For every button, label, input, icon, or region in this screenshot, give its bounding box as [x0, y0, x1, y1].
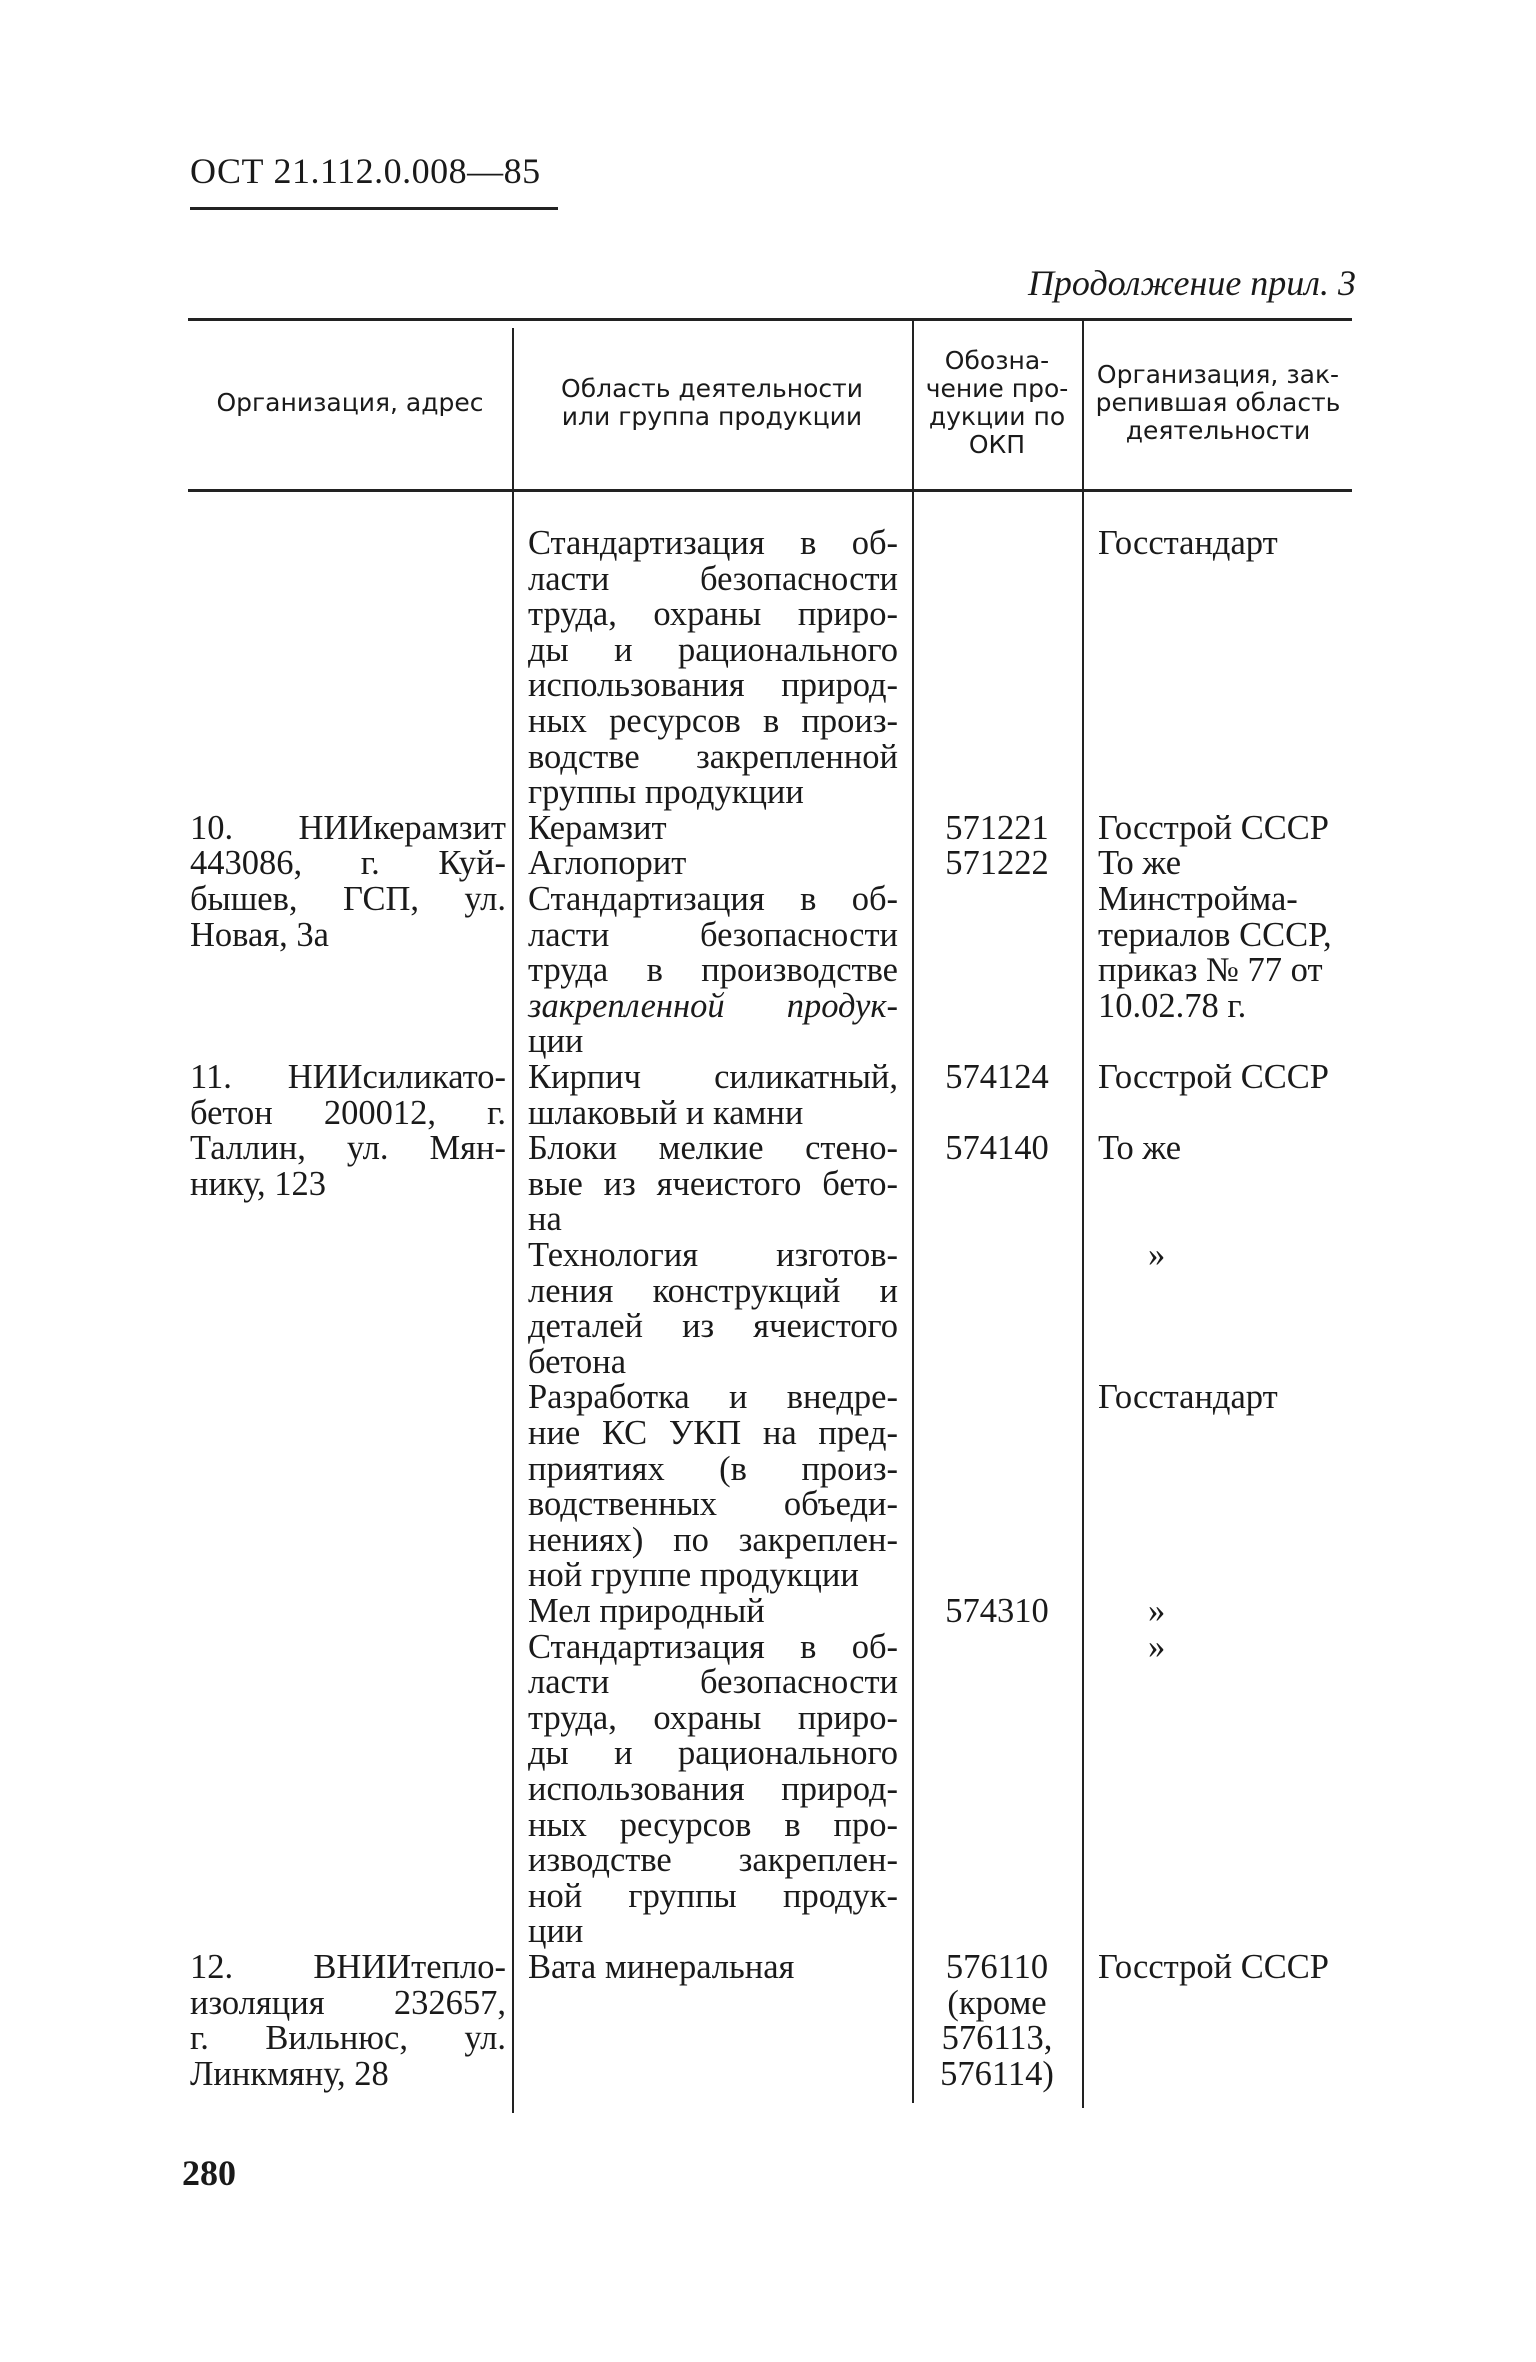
table-cell-activity: Мел природный — [528, 1592, 765, 1630]
table-cell-activity: изводстве закреплен- — [528, 1841, 898, 1880]
table-cell-okp: 571221 — [945, 808, 1049, 847]
table-cell-okp: 574140 — [945, 1129, 1049, 1168]
column-header-organization: Организация, адрес — [216, 388, 484, 417]
table-cell-org: Линкмяну, 28 — [190, 2054, 389, 2093]
table-cell-assigned: » — [1148, 1592, 1166, 1630]
header-line: Область деятельности — [561, 374, 863, 403]
table-cell-activity: шлаковый и камни — [528, 1093, 804, 1132]
table-cell-okp: 576114) — [940, 2054, 1054, 2093]
continuation-label: Продолжение прил. 3 — [1027, 263, 1356, 303]
table-cell-okp: 574124 — [945, 1058, 1049, 1096]
table-cell-activity: Кирпич силикатный, — [528, 1058, 898, 1096]
table-cell-activity: ной группы продук- — [528, 1876, 898, 1915]
table-cell-activity: ды и рационального — [528, 630, 898, 669]
column-header-activity — [514, 318, 910, 488]
document-code-underline — [190, 207, 558, 210]
table-cell-org: 10. НИИкерамзит — [190, 808, 506, 847]
header-line: Обозна- — [944, 346, 1050, 375]
table-cell-activity: Стандартизация в об- — [528, 524, 898, 562]
table-cell-assigned: То же — [1098, 844, 1182, 883]
table-cell-okp: 576110 — [945, 1948, 1049, 1986]
table-cell-activity: ды и рационального — [528, 1734, 898, 1773]
table-cell-org: 12. ВНИИтепло- — [190, 1948, 506, 1986]
table-cell-activity: Аглопорит — [528, 844, 687, 883]
table-cell-activity: Разработка и внедре- — [528, 1378, 898, 1417]
table-cell-activity: ние КС УКП на пред- — [528, 1414, 898, 1452]
table-cell-activity: водственных объеди- — [528, 1485, 898, 1524]
table-cell-activity: ласти безопасности — [528, 1663, 898, 1702]
table-cell-assigned: Минстройма- — [1098, 880, 1298, 918]
table-cell-activity: закрепленной продук- — [528, 986, 898, 1025]
table-cell-activity: ции — [528, 1912, 584, 1951]
table-cell-okp: 576113, — [941, 2019, 1053, 2058]
table-cell-activity: деталей из ячеистого — [528, 1307, 898, 1346]
table-cell-okp: (кроме — [947, 1983, 1047, 2022]
table-cell-activity: труда, охраны приро- — [528, 1698, 898, 1737]
column-divider-3 — [1082, 318, 1084, 2108]
table-cell-assigned: Госстрой СССР — [1098, 1948, 1329, 1986]
table-cell-activity: Стандартизация в об- — [528, 1627, 898, 1666]
table-cell-activity: ных ресурсов в произ- — [528, 702, 898, 740]
table-cell-assigned: териалов СССР, — [1098, 915, 1332, 954]
table-cell-activity: использования природ- — [528, 666, 898, 705]
table-cell-activity: Вата минеральная — [528, 1948, 795, 1986]
column-divider-1 — [512, 328, 514, 2113]
table-cell-org: нику, 123 — [190, 1164, 326, 1203]
table-cell-activity: на — [528, 1200, 562, 1239]
page-number: 280 — [182, 2153, 236, 2193]
column-header-assigned — [1084, 318, 1352, 488]
table-cell-org: изоляция 232657, — [190, 1983, 506, 2022]
table-cell-activity: ласти безопасности — [528, 915, 898, 954]
header-line: чение про- — [925, 374, 1069, 403]
table-cell-assigned: Госстрой СССР — [1098, 808, 1329, 847]
table-cell-org: Таллин, ул. Мян- — [190, 1129, 506, 1168]
table-cell-activity: использования природ- — [528, 1770, 898, 1808]
header-line: дукции по — [928, 402, 1066, 431]
table-cell-activity: вые из ячеистого бето- — [528, 1164, 898, 1203]
document-code: ОСТ 21.112.0.008—85 — [190, 151, 541, 191]
table-cell-activity: приятиях (в произ- — [528, 1449, 898, 1488]
table-cell-activity: нениях) по закреплен- — [528, 1520, 898, 1559]
table-cell-org: 443086, г. Куй- — [190, 844, 506, 883]
table-cell-activity: Керамзит — [528, 808, 667, 847]
table-cell-assigned: Госстандарт — [1098, 1378, 1278, 1417]
table-cell-assigned: Госстандарт — [1098, 524, 1278, 562]
table-cell-activity: Стандартизация в об- — [528, 880, 898, 918]
table-cell-okp: 574310 — [945, 1592, 1049, 1630]
header-line: или группа продукции — [561, 402, 863, 431]
table-cell-org: г. Вильнюс, ул. — [190, 2019, 506, 2058]
header-line: деятельности — [1125, 416, 1311, 445]
table-cell-assigned: приказ № 77 от — [1098, 951, 1323, 990]
table-cell-activity: бетона — [528, 1342, 627, 1381]
table-cell-activity: водстве закрепленной — [528, 737, 898, 776]
header-line: репившая область — [1095, 388, 1341, 417]
table-cell-activity: Блоки мелкие стено- — [528, 1129, 898, 1168]
table-cell-assigned: То же — [1098, 1129, 1182, 1168]
table-cell-assigned: 10.02.78 г. — [1098, 986, 1247, 1025]
header-line: Организация, зак- — [1096, 360, 1340, 389]
table-cell-assigned: » — [1148, 1236, 1166, 1274]
table-cell-activity: Технология изготов- — [528, 1236, 898, 1274]
table-cell-activity: ции — [528, 1022, 584, 1061]
table-cell-activity: ных ресурсов в про- — [528, 1805, 898, 1844]
table-cell-activity: ления конструкций и — [528, 1271, 898, 1310]
table-cell-org: бышев, ГСП, ул. — [190, 880, 506, 918]
table-cell-activity: ной группе продукции — [528, 1556, 859, 1595]
table-cell-org: 11. НИИсиликато- — [190, 1058, 506, 1096]
table-cell-okp: 571222 — [945, 844, 1049, 883]
table-cell-assigned: » — [1148, 1627, 1166, 1666]
table-cell-assigned: Госстрой СССР — [1098, 1058, 1329, 1096]
table-cell-activity: труда, охраны приро- — [528, 595, 898, 634]
table-cell-activity: группы продукции — [528, 773, 804, 812]
column-header-okp — [914, 318, 1080, 488]
table-header-rule — [188, 489, 1352, 492]
header-line: ОКП — [968, 430, 1026, 459]
table-cell-org: бетон 200012, г. — [190, 1093, 506, 1132]
table-cell-org: Новая, 3а — [190, 915, 329, 954]
table-cell-activity: труда в производстве — [528, 951, 898, 990]
table-cell-activity: ласти безопасности — [528, 559, 898, 598]
column-divider-2 — [912, 318, 914, 2103]
